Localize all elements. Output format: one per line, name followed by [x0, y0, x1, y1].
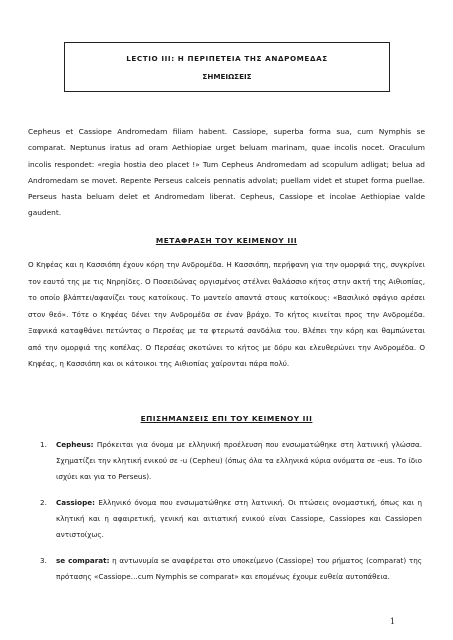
latin-text: Cepheus et Cassiope Andromedam filiam habent. Cassiope, superba forma sua, cum Nymphis se comparat. Neptunus iratus ad oram Aethiopiae urget beluam marinam, quae incolis nocet. Oraculum incolis respondet: «regia hostia deo placet !» Tum Cepheus Andromedam ad scopulum adligat; belua ad Andromedam se movet. Repente Perseus calceis pennatis advolat; puellam videt et stupet forma puellae. Perseus hasta beluam delet et Andromedam liberat. Cepheus, Cassiope et incolae Aethiopiae valde gaudent. [28, 127, 425, 218]
lectio-title: LECTIO III: Η ΠΕΡΙΠΕΤΕΙΑ ΤΗΣ ΑΝΔΡΟΜΕΔΑΣ [126, 54, 328, 63]
translation-text: Ο Κηφέας και η Κασσιόπη έχουν κόρη την Ανδρομέδα. Η Κασσιόπη, περήφανη για την ομορφιά της, συγκρίνει τον εαυτό της με τις Νηρηίδες. Ο Ποσειδώνας οργισμένος στέλνει θαλάσσιο κήτος στην ακτή της Αιθιοπίας, το οποίο βλάπτει/αφανίζει τους κατοίκους. Το μαντείο απαντά στους κατοίκους: «Βασιλικό σφάγιο αρέσει στον θεό». Τότε ο Κηφέας δένει την Ανδρομέδα σε έναν βράχο. Το κήτος κινείται προς την Ανδρομέδα. Ξαφνικά καταφθάνει πετώντας ο Περσέας με τα φτερωτά σανδάλια του. Βλέπει την κόρη και θαμπώνεται από την ομορφιά της κοπέλας. Ο Περσέας σκοτώνει το κήτος με δόρυ και ελευθερώνει την Ανδρομέδα. Ο Κηφέας, η Κασσιόπη και οι κάτοικοι της Αιθιοπίας χαίρονται πάρα πολύ. [28, 260, 425, 368]
note-term: Cepheus: [56, 440, 94, 449]
note-text: Ελληνικό όνομα που ενσωματώθηκε στη λατινική. Οι πτώσεις ονομαστική, όπως και η κλητική και η αφαιρετική, γενική και αιτιατική ενικού είναι Cassiope, Cassiopes και Cassiopen αντιστοίχως. [56, 498, 422, 539]
note-text: η αντωνυμία se αναφέρεται στο υποκείμενο (Cassiope) του ρήματος (comparat) της πρότασης «Cassiope…cum Nymphis se comparat» και επομένως έχουμε ευθεία αυτοπάθεια. [56, 556, 422, 581]
note-number: 2. [40, 498, 47, 507]
note-item [40, 553, 422, 585]
notes-subtitle: ΣΗΜΕΙΩΣΕΙΣ [202, 72, 252, 81]
note-item [40, 437, 422, 485]
page-number: 1 [389, 617, 395, 626]
note-body [56, 495, 422, 543]
note-body [56, 437, 422, 485]
note-number: 1. [40, 440, 47, 449]
note-body [56, 553, 422, 585]
translation-heading: ΜΕΤΑΦΡΑΣΗ ΤΟΥ ΚΕΙΜΕΝΟΥ III [155, 236, 298, 245]
note-number: 3. [40, 556, 47, 565]
note-item [40, 495, 422, 543]
notes-heading: ΕΠΙΣΗΜΑΝΣΕΙΣ ΕΠΙ ΤΟΥ ΚΕΙΜΕΝΟΥ III [140, 414, 313, 423]
notes-list [40, 437, 422, 595]
title-box [64, 42, 390, 92]
note-text: Πρόκειται για όνομα με ελληνική προέλευση που ενσωματώθηκε στη λατινική γλώσσα. Σχηματίζει την κλητική ενικού σε -u (Cepheu) (όπως όλα τα ελληνικά κύρια ονόματα σε -eus. Το ίδιο ισχύει και για το Perseus). [56, 440, 422, 481]
note-term: se comparat: [56, 556, 110, 565]
note-term: Cassiope: [56, 498, 95, 507]
